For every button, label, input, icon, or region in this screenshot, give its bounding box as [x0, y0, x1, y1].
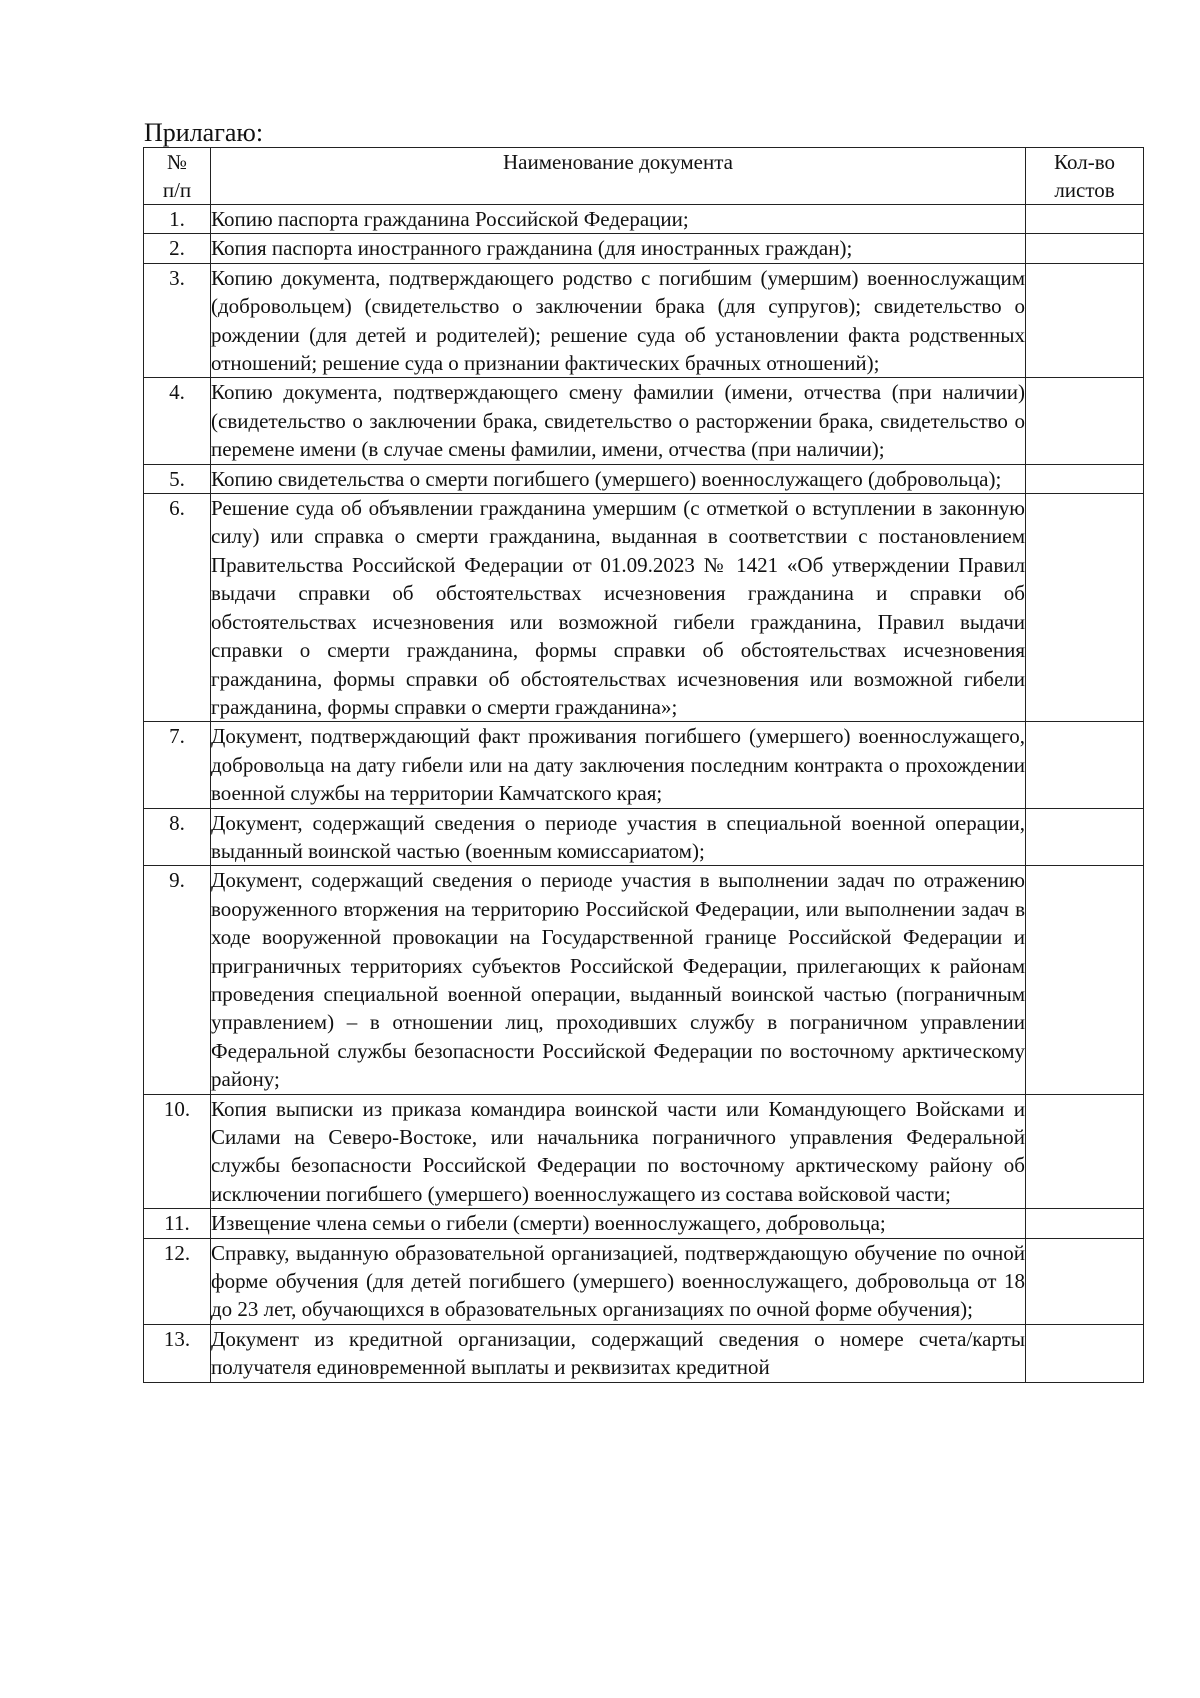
table-row: [144, 1238, 1144, 1324]
row-number: 5.: [144, 464, 211, 493]
row-number: 2.: [144, 234, 211, 263]
row-document-name: Справку, выданную образовательной организацией, подтверждающую обучение по очной форме обучения (для детей погибшего (умершего) военнослужащего, добровольца от 18 до 23 лет, обучающихся в образовательных организациях по очной форме обучения);: [211, 1238, 1026, 1324]
row-sheet-count: [1026, 263, 1144, 378]
header-document-name: Наименование документа: [211, 148, 1026, 205]
table-row: [144, 234, 1144, 263]
row-number: 11.: [144, 1209, 211, 1238]
row-document-name: Документ из кредитной организации, содержащий сведения о номере счета/карты получателя единовременной выплаты и реквизитах кредитной: [211, 1324, 1026, 1382]
row-number: 6.: [144, 494, 211, 722]
row-document-name: Копия выписки из приказа командира воинской части или Командующего Войсками и Силами на Северо-Востоке, или начальника пограничного управления Федеральной службы безопасности Российской Федерации по восточному арктическому району об исключении погибшего (умершего) военнослужащего из состава войсковой части;: [211, 1094, 1026, 1209]
row-sheet-count: [1026, 866, 1144, 1094]
attachment-heading: Прилагаю:: [144, 118, 264, 147]
row-number: 13.: [144, 1324, 211, 1382]
table-row: [144, 1324, 1144, 1382]
table-row: [144, 1094, 1144, 1209]
row-sheet-count: [1026, 808, 1144, 866]
row-number: 1.: [144, 205, 211, 234]
table-row: [144, 263, 1144, 378]
header-number-line1: №: [166, 150, 188, 174]
row-document-name: Копию свидетельства о смерти погибшего (умершего) военнослужащего (добровольца);: [211, 464, 1026, 493]
header-sheet-count-line1: Кол-во: [1054, 150, 1115, 174]
row-document-name: Решение суда об объявлении гражданина умершим (с отметкой о вступлении в законную силу) или справка о смерти гражданина, выданная в соответствии с постановлением Правительства Российской Федерации от 01.09.2023 № 1421 «Об утверждении Правил выдачи справки об обстоятельствах исчезновения гражданина и справки об обстоятельствах исчезновения или возможной гибели гражданина, Правил выдачи справки о смерти гражданина, формы справки об обстоятельствах исчезновения гражданина, формы справки об обстоятельствах исчезновения или возможной гибели гражданина, формы справки о смерти гражданина»;: [211, 494, 1026, 722]
table-row: [144, 464, 1144, 493]
row-document-name: Извещение члена семьи о гибели (смерти) военнослужащего, добровольца;: [211, 1209, 1026, 1238]
row-sheet-count: [1026, 1094, 1144, 1209]
header-number-line2: п/п: [162, 178, 192, 202]
row-number: 8.: [144, 808, 211, 866]
row-document-name: Копия паспорта иностранного гражданина (для иностранных граждан);: [211, 234, 1026, 263]
row-sheet-count: [1026, 1209, 1144, 1238]
table-body: [144, 205, 1144, 1383]
row-document-name: Документ, содержащий сведения о периоде участия в специальной военной операции, выданный воинской частью (военным комиссариатом);: [211, 808, 1026, 866]
row-sheet-count: [1026, 722, 1144, 808]
table-row: [144, 808, 1144, 866]
row-sheet-count: [1026, 378, 1144, 464]
row-document-name: Копию документа, подтверждающего родство с погибшим (умершим) военнослужащим (добровольцем) (свидетельство о заключении брака (для супругов); свидетельство о рождении (для детей и родителей); решение суда об установлении факта родственных отношений; решение суда о признании фактических брачных отношений);: [211, 263, 1026, 378]
table-header-row: [144, 148, 1144, 205]
table-row: [144, 1209, 1144, 1238]
row-sheet-count: [1026, 1324, 1144, 1382]
row-sheet-count: [1026, 205, 1144, 234]
row-document-name: Копию паспорта гражданина Российской Федерации;: [211, 205, 1026, 234]
row-document-name: Копию документа, подтверждающего смену фамилии (имени, отчества (при наличии) (свидетельство о заключении брака, свидетельство о расторжении брака, свидетельство о перемене имени (в случае смены фамилии, имени, отчества (при наличии);: [211, 378, 1026, 464]
header-sheet-count-line2: листов: [1054, 178, 1115, 202]
row-number: 9.: [144, 866, 211, 1094]
row-number: 3.: [144, 263, 211, 378]
row-sheet-count: [1026, 494, 1144, 722]
row-sheet-count: [1026, 464, 1144, 493]
table-row: [144, 722, 1144, 808]
row-document-name: Документ, содержащий сведения о периоде участия в выполнении задач по отражению вооруженного вторжения на территорию Российской Федерации, или выполнении задач в ходе вооруженной провокации на Государственной границе Российской Федерации и приграничных территориях субъектов Российской Федерации, прилегающих к районам проведения специальной военной операции, выданный воинской частью (пограничным управлением) – в отношении лиц, проходивших службу в пограничном управлении Федеральной службы безопасности Российской Федерации по восточному арктическому району;: [211, 866, 1026, 1094]
row-sheet-count: [1026, 1238, 1144, 1324]
header-number: [144, 148, 211, 205]
table-row: [144, 494, 1144, 722]
row-number: 10.: [144, 1094, 211, 1209]
table-row: [144, 866, 1144, 1094]
row-number: 4.: [144, 378, 211, 464]
row-number: 12.: [144, 1238, 211, 1324]
row-document-name: Документ, подтверждающий факт проживания погибшего (умершего) военнослужащего, добровольца на дату гибели или на дату заключения последним контракта о прохождении военной службы на территории Камчатского края;: [211, 722, 1026, 808]
row-number: 7.: [144, 722, 211, 808]
header-sheet-count: [1026, 148, 1144, 205]
attachments-table: [143, 147, 1144, 1383]
table-row: [144, 205, 1144, 234]
row-sheet-count: [1026, 234, 1144, 263]
table-row: [144, 378, 1144, 464]
